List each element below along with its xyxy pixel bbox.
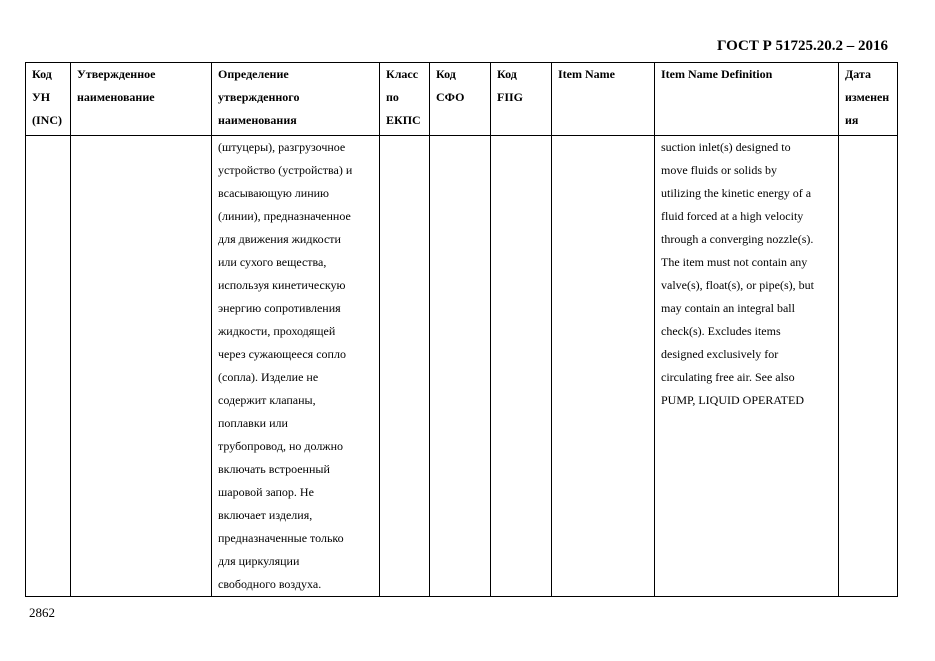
cell-item-name	[552, 136, 655, 597]
col-header-code-sfo: Код СФО	[430, 63, 491, 136]
col-header-change-date: Дата изменен ия	[839, 63, 898, 136]
cell-approved-name	[71, 136, 212, 597]
col-header-approved-name: Утвержденное наименование	[71, 63, 212, 136]
cell-definition-en: suction inlet(s) designed to move fluids or solids by utilizing the kinetic energy of a fluid forced at a high velocity through a converging nozzle(s). The item must not contain any valve(s), float(s), or pipe(s), but may contain an integral ball check(s). Excludes items designed exclusively for circulating free air. See also PUMP, LIQUID OPERATED	[655, 136, 839, 597]
document-standard-header: ГОСТ Р 51725.20.2 – 2016	[716, 38, 888, 54]
cell-class-ekps	[380, 136, 430, 597]
col-header-class-ekps: Класс по ЕКПС	[380, 63, 430, 136]
col-header-item-name: Item Name	[552, 63, 655, 136]
catalog-table	[25, 62, 898, 597]
col-header-inc: Код УН (INC)	[26, 63, 71, 136]
table-row	[26, 136, 898, 597]
col-header-definition-ru: Определение утвержденного наименования	[212, 63, 380, 136]
cell-code-sfo	[430, 136, 491, 597]
cell-definition-ru: (штуцеры), разгрузочное устройство (устройства) и всасывающую линию (линии), предназначенное для движения жидкости или сухого вещества, используя кинетическую энергию сопротивления жидкости, проходящей через сужающееся сопло (сопла). Изделие не содержит клапаны, поплавки или трубопровод, но должно включать встроенный шаровой запор. Не включает изделия, предназначенные только для циркуляции свободного воздуха.	[212, 136, 380, 597]
cell-change-date	[839, 136, 898, 597]
table-header-row	[26, 63, 898, 136]
col-header-item-name-definition: Item Name Definition	[655, 63, 839, 136]
col-header-code-fiig: Код FIIG	[491, 63, 552, 136]
cell-inc	[26, 136, 71, 597]
cell-code-fiig	[491, 136, 552, 597]
page-number: 2862	[29, 605, 55, 620]
